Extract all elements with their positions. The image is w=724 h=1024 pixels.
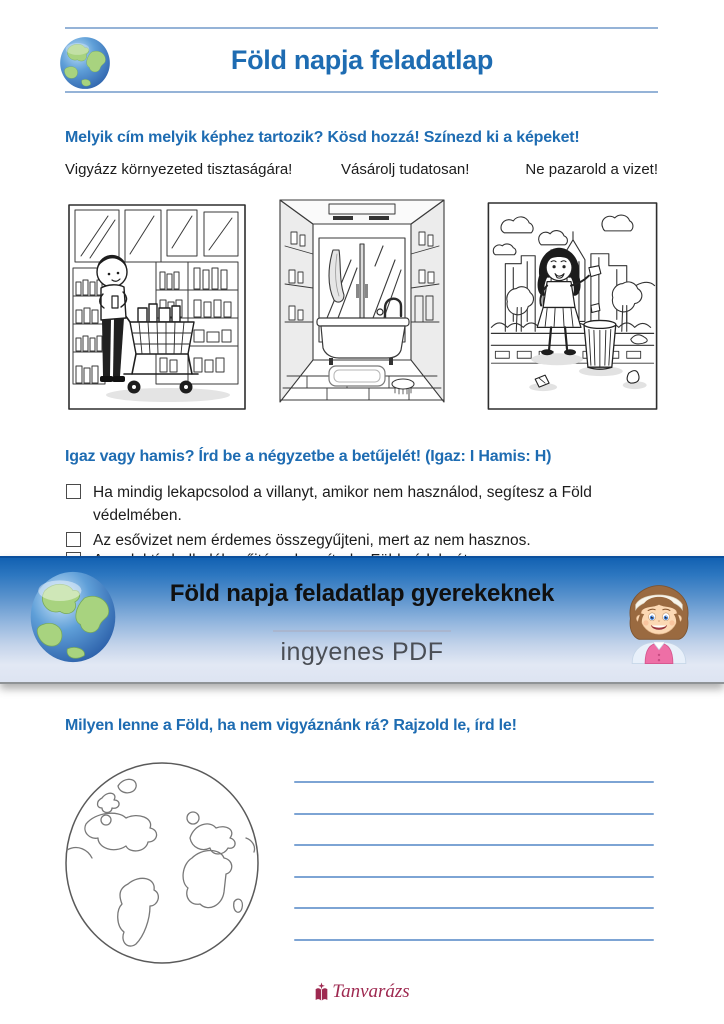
writing-line — [294, 907, 654, 909]
caption-save-water: Ne pazarold a vizet! — [525, 161, 658, 178]
banner-divider — [273, 630, 451, 632]
writing-lines — [294, 781, 654, 945]
section-drawing-heading: Milyen lenne a Föld, ha nem vigyáznánk rá? Rajzold le, írd le! — [65, 717, 517, 734]
banner-title: Föld napja feladatlap gyerekeknek — [169, 580, 555, 607]
illustration-boy-shopping — [68, 204, 246, 410]
header-divider-bottom — [65, 91, 658, 93]
writing-line — [294, 844, 654, 846]
page-title: Föld napja feladatlap — [230, 45, 494, 75]
answer-checkbox-1[interactable] — [66, 484, 81, 499]
promo-banner — [0, 556, 724, 684]
caption-clean-environment: Vigyázz környezeted tisztaságára! — [65, 161, 293, 178]
true-false-text-1: Ha mindig lekapcsolod a villanyt, amikor nem használod, segítesz a Föld védelmében. — [93, 484, 592, 524]
writing-line — [294, 876, 654, 878]
earth-outline-drawing — [62, 760, 264, 967]
illustration-girl-litter-bin — [487, 202, 658, 410]
book-sparkle-icon — [314, 982, 329, 1003]
illustration-bathroom — [277, 198, 447, 411]
banner-subtitle: ingyenes PDF — [280, 638, 444, 666]
caption-shop-consciously: Vásárolj tudatosan! — [341, 161, 470, 178]
section-matching-heading: Melyik cím melyik képhez tartozik? Kösd hozzá! Színezd ki a képeket! — [65, 129, 580, 146]
footer-logo — [0, 981, 724, 1003]
true-false-item-1 — [66, 481, 624, 527]
section-true-false-heading: Igaz vagy hamis? Írd be a négyzetbe a betűjelét! (Igaz: I Hamis: H) — [65, 448, 552, 465]
header-divider-top — [65, 27, 658, 29]
writing-line — [294, 813, 654, 815]
writing-line — [294, 781, 654, 783]
writing-line — [294, 939, 654, 941]
girl-avatar — [620, 580, 698, 664]
true-false-text-2: Az esővizet nem érdemes összegyűjteni, mert az nem hasznos. — [93, 532, 531, 549]
banner-earth-icon — [26, 570, 120, 664]
answer-checkbox-2[interactable] — [66, 532, 81, 547]
footer-logo-text: Tanvarázs — [332, 981, 410, 1002]
